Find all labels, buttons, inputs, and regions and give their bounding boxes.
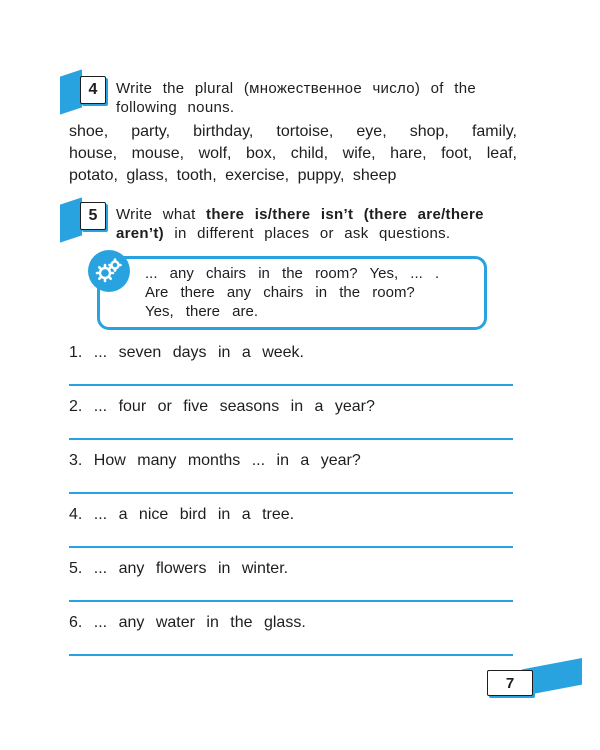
instruction-text: in different places or ask questions. <box>163 225 451 242</box>
noun-line: potato, glass, tooth, exercise, puppy, sheep <box>69 167 397 184</box>
exercise-5-number: 5 <box>80 202 106 230</box>
exercise-item-4: 4. ... a nice bird in a tree. <box>69 506 295 523</box>
instruction-text: Write what <box>116 206 207 223</box>
example-text <box>145 264 475 321</box>
exercise-item-2: 2. ... four or five seasons in a year? <box>69 398 375 415</box>
answer-line-3[interactable] <box>69 492 513 494</box>
answer-line-5[interactable] <box>69 600 513 602</box>
exercise-5-tab <box>60 197 82 242</box>
answer-line-6[interactable] <box>69 654 513 656</box>
exercise-item-5: 5. ... any flowers in winter. <box>69 560 289 577</box>
answer-line-1[interactable] <box>69 384 513 386</box>
exercise-item-6: 6. ... any water in the glass. <box>69 614 306 631</box>
exercise-5-instruction <box>116 205 516 243</box>
example-line: Yes, there are. <box>145 303 259 320</box>
example-line: Are there any chairs in the room? <box>145 284 415 301</box>
answer-line-4[interactable] <box>69 546 513 548</box>
page-number: 7 <box>487 670 533 696</box>
noun-line: shoe, party, birthday, tortoise, eye, shop, family, <box>69 123 517 140</box>
answer-line-2[interactable] <box>69 438 513 440</box>
noun-line: house, mouse, wolf, box, child, wife, hare, foot, leaf, <box>69 145 517 162</box>
exercise-item-1: 1. ... seven days in a week. <box>69 344 304 361</box>
exercise-4-number: 4 <box>80 76 106 104</box>
instruction-bold: there is/there isn’t (there are/there aren’t) <box>116 206 484 242</box>
noun-list <box>69 121 517 187</box>
exercise-item-3: 3. How many months ... in a year? <box>69 452 361 469</box>
exercise-4-instruction: Write the plural (множественное число) of the following nouns. <box>116 80 476 116</box>
example-line: ... any chairs in the room? Yes, ... . <box>145 265 440 282</box>
gears-icon <box>88 250 130 292</box>
exercise-4-tab <box>60 69 82 114</box>
